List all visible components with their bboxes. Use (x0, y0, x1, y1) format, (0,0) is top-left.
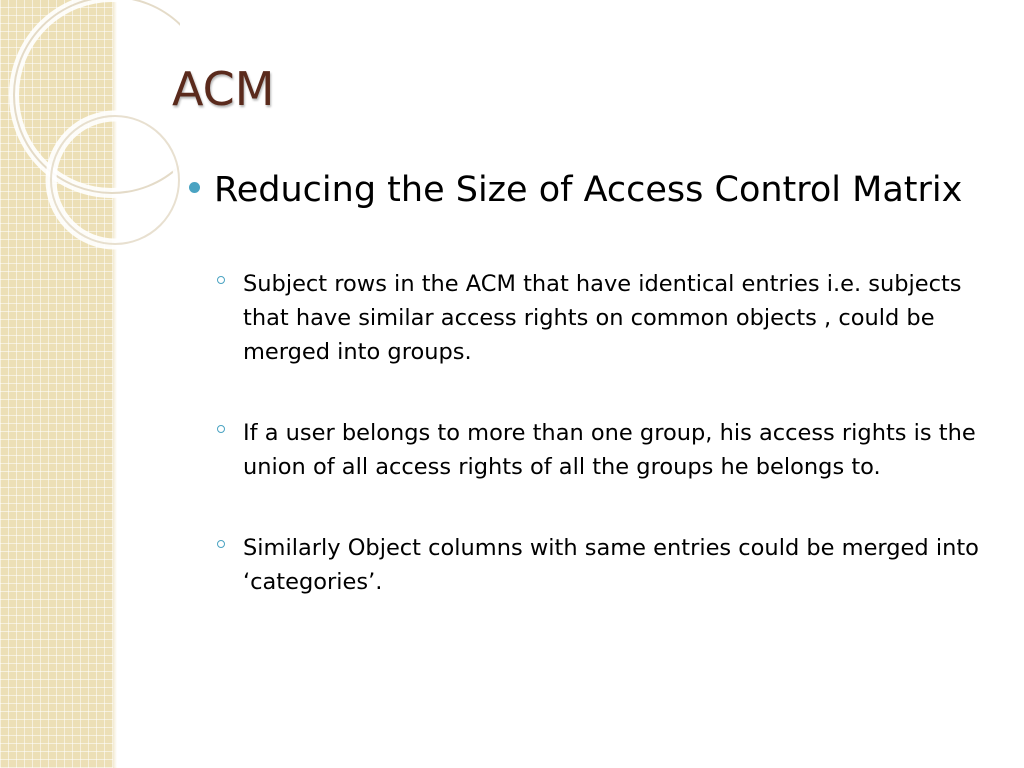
sub-bullet-item (243, 416, 1000, 484)
bullet-list (190, 168, 1000, 599)
sub-bullet-text: Similarly Object columns with same entries could be merged into ‘categories’. (243, 535, 979, 595)
bullet-item (190, 168, 1000, 212)
sub-bullet-text: If a user belongs to more than one group, his access rights is the union of all access rights of all the groups he belongs to. (243, 420, 976, 480)
hollow-circle-bullet-icon (217, 276, 225, 284)
slide-title: ACM (172, 62, 275, 116)
hollow-circle-bullet-icon (217, 425, 225, 433)
bullet-dot-icon (189, 182, 200, 193)
sub-bullet-item (243, 531, 1000, 599)
bullet-text: Reducing the Size of Access Control Matrix (214, 170, 963, 210)
decorative-circles (0, 0, 180, 260)
hollow-circle-bullet-icon (217, 540, 225, 548)
sub-bullet-text: Subject rows in the ACM that have identical entries i.e. subjects that have similar access rights on common objects , could be merged into groups. (243, 271, 962, 365)
sub-bullet-item (243, 267, 1000, 369)
